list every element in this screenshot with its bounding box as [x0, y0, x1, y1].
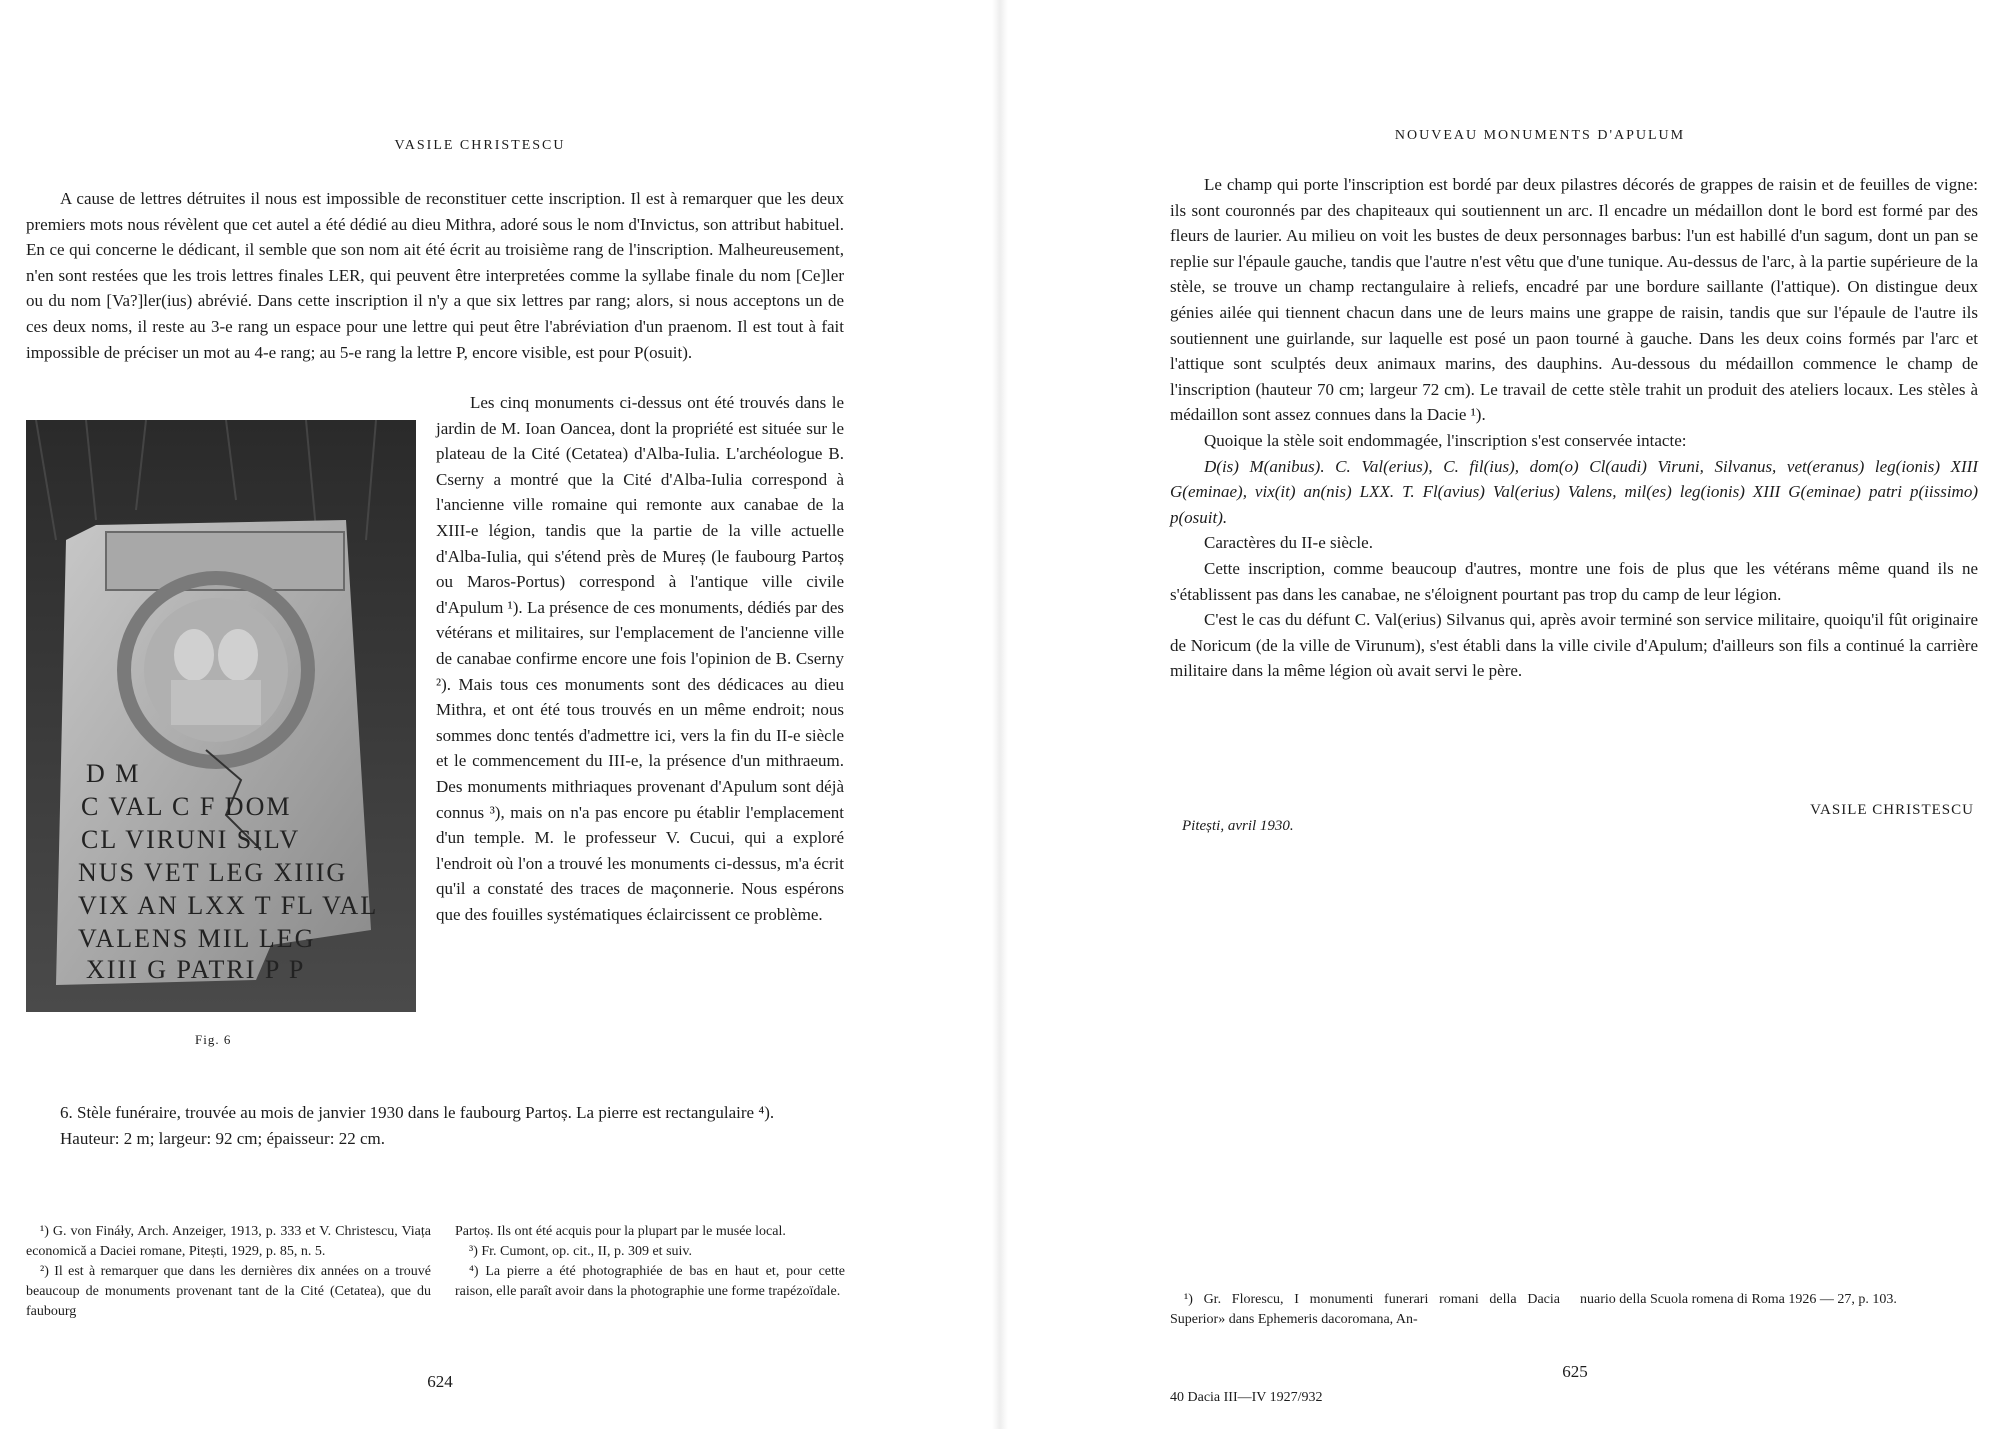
footnote: ²) Il est à remarquer que dans les dernières dix années on a trouvé beaucoup de monuments provenant tant de la Cité (Cetatea), que du faubourg [26, 1264, 431, 1319]
stele-line: CL VIRUNI SILV [81, 825, 301, 854]
left-body-column [436, 390, 844, 927]
paragraph-2: Quoique la stèle soit endommagée, l'inscription s'est conservée intacte: [1204, 430, 1687, 450]
paragraph-2: Les cinq monuments ci-dessus ont été trouvés dans le jardin de M. Ioan Oancea, dont la propriété est située sur le plateau de la Cité (Cetatea) d'Alba-Iulia. L'archéologue B. Cserny a montré que la Cité d'Alba-Iulia correspond à l'ancienne ville romaine qui remonte aux canabae de la XIII-e légion, tandis que la partie de la ville actuelle d'Alba-Iulia, qui s'étend près de Mureș (le faubourg Partoș ou Maros-Portus) correspond à l'antique ville civile d'Apulum ¹). La présence de ces monuments, dédiés par des vétérans et militaires, sur l'emplacement de l'ancienne ville de canabae confirme encore une fois l'opinion de B. Cserny ²). Mais tous ces monuments sont des dédicaces au dieu Mithra, et ont été tous trouvés en un même endroit; nous sommes donc tentés d'admettre ici, vers la fin du II-e siècle et le commencement du III-e, la présence d'un mithraeum. Des monuments mithriaques provenant d'Apulum sont déjà connus ³), mais on n'a pas encore pu établir l'emplacement d'un temple. M. le professeur V. Cucui, qui a exploré l'endroit où l'on a trouvé les monuments ci-dessus, m'a écrit qu'il a constaté des traces de maçonnerie. Nous espérons que des fouilles systématiques éclaircissent ce problème. [436, 393, 844, 924]
dateline: Pitești, avril 1930. [1182, 818, 1294, 834]
stele-line: VALENS MIL LEG [78, 924, 316, 953]
footnote: Partoș. Ils ont été acquis pour la plupart par le musée local. [455, 1224, 786, 1239]
paragraph-4: Hauteur: 2 m; largeur: 92 cm; épaisseur: 22 cm. [60, 1128, 385, 1148]
footnote: ³) Fr. Cumont, op. cit., II, p. 309 et suiv. [469, 1244, 693, 1259]
stele-line: XIII G PATRI P P [86, 955, 306, 984]
page-number-right: 625 [1562, 1362, 1588, 1381]
page-number-left: 624 [427, 1372, 453, 1391]
footnote: ¹) Gr. Florescu, I monumenti funerari romani della Dacia Superior» dans Ephemeris dacoromana, An- [1170, 1292, 1560, 1327]
paragraph-4: Cette inscription, comme beaucoup d'autres, montre une fois de plus que les vétérans même quand ils ne s'établissent pas dans les canabae, ne s'éloignent pourtant pas trop du camp de leur légion. [1170, 558, 1978, 604]
stele-line: NUS VET LEG XIIIG [78, 858, 348, 887]
running-head-left: VASILE CHRISTESCU [394, 138, 566, 153]
footnote-right-col1 [1170, 1290, 1560, 1330]
stele-line: C VAL C F DOM [81, 792, 292, 821]
right-body [1170, 172, 1978, 684]
inscription-text: D(is) M(anibus). C. Val(erius), C. fil(ius), dom(o) Cl(audi) Viruni, Silvanus, vet(eranus) leg(ionis) XIII G(eminae), vix(it) an(nis) LXX. T. Fl(avius) Val(erius) Valens, mil(es) leg(ionis) XIII G(eminae) patri p(iissimo) p(osuit). [1170, 456, 1978, 527]
footnote: nuario della Scuola romena di Roma 1926 — 27, p. 103. [1580, 1292, 1897, 1307]
paragraph-1: Le champ qui porte l'inscription est bordé par deux pilastres décorés de grappes de raisin et de feuilles de vigne: ils sont couronnés par des chapiteaux qui soutiennent un arc. Il encadre un médaillon dont le bord est formé par des fleurs de laurier. Au milieu on voit les bustes de deux personnages barbus: l'un est habillé d'un sagum, dont un pan se replie sur l'épaule gauche, tandis que l'autre n'est vêtu que d'une tunique. Au-dessus de l'arc, à la partie supérieure de la stèle, se trouve un champ rectangulaire à reliefs, encadré par une bordure saillante (l'attique). On distingue deux génies ailée qui tiennent chacun dans une de leurs mains une grappe de raisin, tandis que sur l'épaule de l'autre ils soutiennent une guirlande, sur laquelle est posé un paon tourné à gauche. Dans les deux coins formés par l'arc et l'attique sont sculptés deux animaux marins, des dauphins. Au-dessous du médaillon commence le champ de l'inscription (hauteur 70 cm; largeur 72 cm). Le travail de cette stèle trahit un produit des ateliers locaux. Les stèles à médaillon sont assez connues dans la Dacie ¹). [1170, 175, 1978, 425]
stele-image-icon [26, 420, 416, 1012]
footnotes-left-col2 [455, 1222, 845, 1302]
paragraph-5: C'est le cas du défunt C. Val(erius) Silvanus qui, après avoir terminé son service militaire, quoiqu'il fût originaire de Noricum (de la ville de Virunum), s'est établi dans la ville civile d'Apulum; d'ailleurs son fils a continué la carrière militaire dans la même légion où avait servi le père. [1170, 610, 1978, 681]
running-head-right: NOUVEAU MONUMENTS D'APULUM [1394, 128, 1686, 143]
journal-reference: 40 Dacia III—IV 1927/932 [1170, 1390, 1323, 1405]
right-page [1000, 0, 2000, 1429]
paragraph-3: Caractères du II-e siècle. [1204, 533, 1373, 553]
stele-photo [26, 420, 416, 1012]
stele-line: D M [86, 759, 141, 788]
footnote: ⁴) La pierre a été photographiée de bas en haut et, pour cette raison, elle paraît avoir dans la photographie une forme trapézoïdale. [455, 1264, 845, 1299]
left-body-bottom [26, 1100, 844, 1151]
figure-caption: Fig. 6 [195, 1032, 232, 1047]
author-signature: VASILE CHRISTESCU [1810, 802, 1974, 818]
paragraph-3: 6. Stèle funéraire, trouvée au mois de janvier 1930 dans le faubourg Partoș. La pierre est rectangulaire ⁴). [60, 1103, 775, 1122]
footnote-right-col2 [1580, 1290, 1975, 1310]
paragraph-1: A cause de lettres détruites il nous est impossible de reconstituer cette inscription. Il est à remarquer que les deux premiers mots nous révèlent que cet autel a été dédié au dieu Mithra, adoré sous le nom d'Invictus, son attribut habituel. En ce qui concerne le dédicant, il semble que son nom ait été écrit au troisième rang de l'inscription. Malheureusement, n'en sont restées que les trois lettres finales LER, qui peuvent être interpretées comme la syllabe finale du nom [Ce]ler ou du nom [Va?]ler(ius) abrévié. Dans cette inscription il n'y a que six lettres par rang; alors, si nous acceptons un de ces deux noms, il reste au 3-e rang un espace pour une lettre qui peut être l'abréviation d'un praenom. Il est tout à fait impossible de préciser un mot au 4-e rang; au 5-e rang la lettre P, encore visible, est pour P(osuit). [26, 189, 844, 362]
left-body-full [26, 186, 844, 396]
footnote: ¹) G. von Fináły, Arch. Anzeiger, 1913, p. 333 et V. Christescu, Viața economică a Daciei romane, Pitești, 1929, p. 85, n. 5. [26, 1224, 431, 1259]
stele-line: VIX AN LXX T FL VAL [78, 891, 379, 920]
footnotes-left-col1 [26, 1222, 431, 1322]
